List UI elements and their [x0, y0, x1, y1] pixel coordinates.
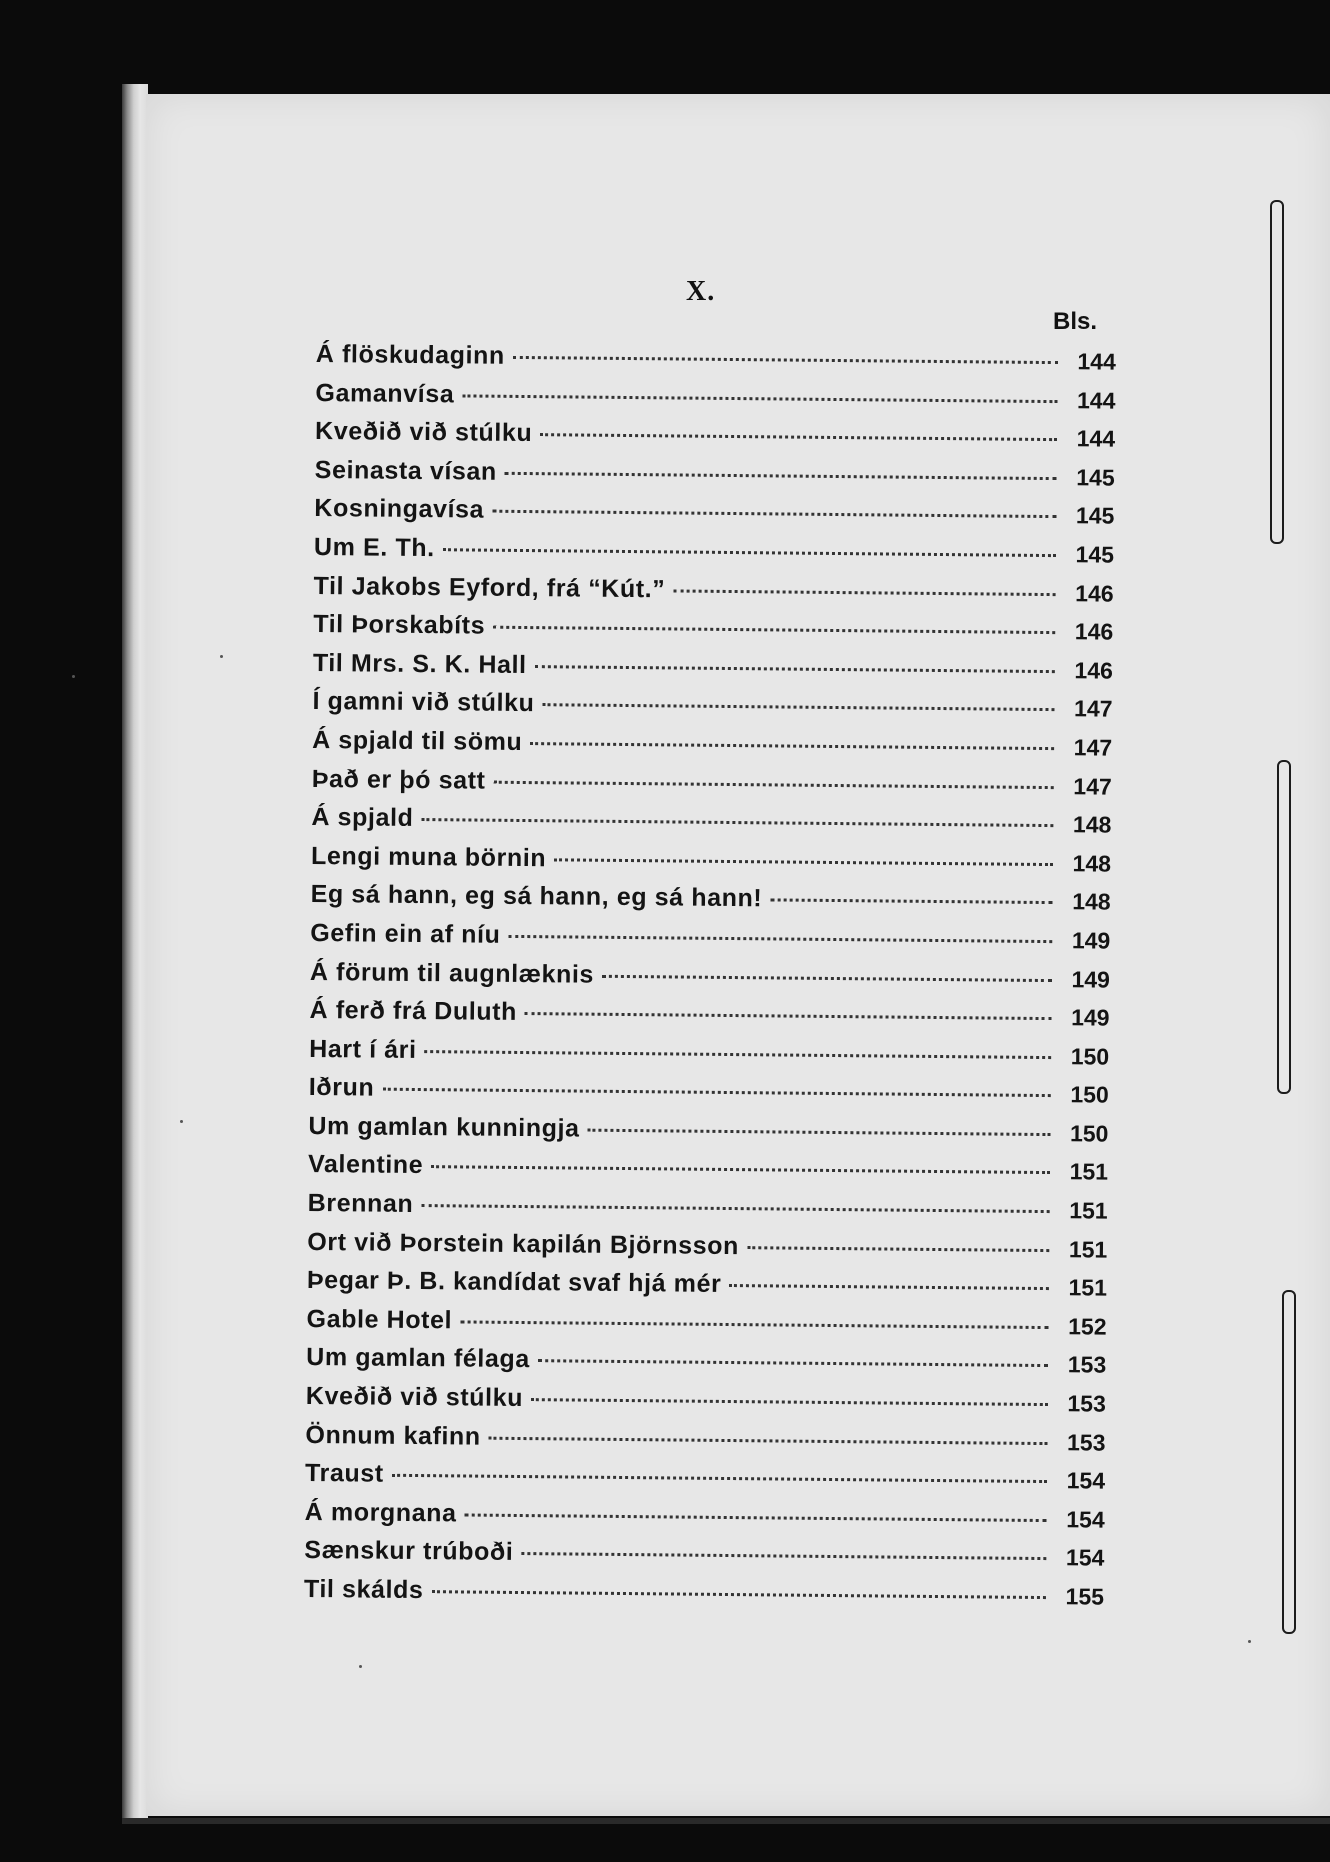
dot-leader: [431, 1590, 1046, 1599]
toc-entry-page-number: 144: [1076, 386, 1116, 414]
toc-entry-page-number: 150: [1070, 1042, 1110, 1070]
toc-entry-title: Til Þorskabíts: [313, 610, 486, 640]
toc-entry-title: Á ferð frá Duluth: [309, 996, 518, 1027]
dot-leader: [493, 626, 1055, 634]
toc-entry-page-number: 148: [1072, 888, 1111, 915]
page-column-header: Bls.: [1053, 308, 1098, 335]
book-spine-edge: [122, 84, 148, 1824]
dot-leader: [530, 742, 1054, 750]
toc-entry-title: Til skálds: [303, 1574, 424, 1605]
toc-entry-title: Gamanvísa: [315, 378, 455, 408]
dot-leader: [421, 818, 1053, 827]
toc-entry-title: Brennan: [307, 1189, 414, 1219]
toc-entry-page-number: 152: [1068, 1313, 1107, 1340]
toc-entry-title: Lengi muna börnin: [310, 841, 547, 872]
toc-entry-page-number: 145: [1075, 541, 1115, 568]
dot-leader: [535, 665, 1055, 673]
dot-leader: [382, 1088, 1050, 1097]
toc-entry-page-number: 148: [1072, 850, 1112, 877]
toc-entry-title: Hart í ári: [309, 1034, 417, 1064]
dot-leader: [431, 1166, 1050, 1175]
dot-leader: [489, 1436, 1048, 1444]
toc-entry-page-number: 150: [1070, 1081, 1109, 1108]
toc-entry-title: Gable Hotel: [306, 1304, 453, 1335]
toc-entry-page-number: 151: [1069, 1158, 1109, 1186]
dot-leader: [673, 589, 1055, 596]
dot-leader: [538, 1360, 1048, 1368]
toc-entry-page-number: 144: [1077, 348, 1116, 375]
toc-entry-page-number: 149: [1071, 927, 1111, 954]
toc-entry-page-number: 147: [1073, 734, 1113, 761]
toc-entry-page-number: 154: [1065, 1544, 1105, 1572]
toc-entry-title: Sænskur trúboði: [304, 1536, 514, 1567]
dot-leader: [443, 548, 1056, 557]
toc-entry-page-number: 146: [1074, 618, 1114, 645]
dot-leader: [770, 899, 1052, 905]
toc-entry-title: Kveðið við stúlku: [305, 1381, 524, 1413]
dot-leader: [521, 1552, 1046, 1560]
toc-entry-page-number: 149: [1071, 965, 1111, 993]
toc-entry-title: Það er þó satt: [311, 764, 486, 795]
toc-entry-page-number: 148: [1072, 811, 1112, 838]
page-bottom-edge: [122, 1818, 1330, 1824]
dot-leader: [421, 1204, 1049, 1213]
toc-entry-title: Þegar Þ. B. kandídat svaf hjá mér: [306, 1266, 722, 1299]
toc-entry-page-number: 151: [1069, 1197, 1108, 1224]
dot-leader: [747, 1246, 1049, 1252]
toc-entry-title: Í gamni við stúlku: [312, 687, 535, 718]
binding-mark: [1282, 1290, 1296, 1634]
dot-leader: [505, 472, 1057, 480]
dot-leader: [392, 1474, 1047, 1483]
toc-entry-page-number: 153: [1066, 1428, 1106, 1456]
toc-entry-page-number: 151: [1068, 1274, 1108, 1301]
toc-entry-title: Á spjald: [311, 803, 414, 833]
binding-mark: [1270, 200, 1284, 544]
dot-leader: [542, 704, 1054, 712]
toc-entry-page-number: 153: [1067, 1351, 1107, 1379]
toc-entry-title: Til Mrs. S. K. Hall: [312, 648, 527, 679]
toc-entry-title: Um E. Th.: [313, 532, 435, 563]
toc-entry-page-number: 146: [1075, 579, 1114, 607]
toc-entry-title: Traust: [304, 1459, 384, 1488]
toc-entry-page-number: 150: [1069, 1120, 1109, 1147]
toc-entry-title: Á spjald til sömu: [312, 725, 523, 756]
binding-mark: [1277, 760, 1291, 1094]
toc-entry-title: Til Jakobs Eyford, frá “Kút.”: [313, 571, 666, 603]
dot-leader: [531, 1398, 1048, 1406]
toc-entry-title: Á morgnana: [304, 1497, 457, 1528]
toc-entry-title: Gefin ein af níu: [310, 918, 501, 949]
dot-leader: [492, 510, 1056, 518]
dot-leader: [602, 974, 1052, 981]
toc-entry-page-number: 144: [1076, 425, 1116, 452]
dot-leader: [462, 394, 1057, 403]
toc-entry-title: Á förum til augnlæknis: [309, 957, 595, 989]
toc-entry-title: Um gamlan kunningja: [308, 1111, 580, 1143]
dot-leader: [588, 1129, 1051, 1136]
toc-entry-title: Um gamlan félaga: [306, 1343, 530, 1374]
toc-entry-page-number: 146: [1074, 657, 1113, 684]
toc-entry: [304, 1575, 1104, 1621]
toc-entry-page-number: 154: [1066, 1506, 1105, 1533]
toc-entry-page-number: 147: [1073, 772, 1112, 800]
toc-entry-page-number: 153: [1067, 1390, 1106, 1417]
toc-entry-title: Valentine: [307, 1150, 424, 1180]
toc-entry-page-number: 151: [1068, 1235, 1108, 1263]
toc-entry-page-number: 154: [1066, 1467, 1106, 1494]
toc-entry-title: Á flöskudaginn: [315, 340, 505, 370]
dot-leader: [508, 935, 1052, 943]
toc-entry-title: Ort við Þorstein kapilán Björnsson: [307, 1227, 740, 1260]
toc-entry-page-number: 145: [1075, 502, 1115, 530]
roman-page-number: X.: [686, 276, 716, 307]
toc-entry-page-number: 145: [1076, 464, 1115, 491]
toc-entry-title: Kosningavísa: [314, 494, 485, 524]
dot-leader: [525, 1012, 1052, 1020]
toc-entry-title: Iðrun: [308, 1073, 375, 1102]
dot-leader: [460, 1320, 1048, 1329]
dot-leader: [425, 1050, 1052, 1059]
toc-entry-title: Eg sá hann, eg sá hann, eg sá hann!: [310, 880, 763, 913]
toc-entry-title: Kveðið við stúlku: [314, 417, 533, 448]
toc-entry-page-number: 155: [1065, 1583, 1105, 1610]
dot-leader: [465, 1513, 1047, 1522]
dot-leader: [554, 858, 1053, 866]
toc-entry-title: Seinasta vísan: [314, 455, 497, 486]
dot-leader: [513, 356, 1058, 364]
dot-leader: [493, 780, 1053, 788]
toc-entry-title: Önnum kafinn: [305, 1420, 481, 1451]
toc-entry-page-number: 147: [1073, 695, 1113, 723]
table-of-contents: [304, 340, 1116, 1621]
dot-leader: [540, 433, 1057, 441]
toc-entry-page-number: 149: [1071, 1004, 1110, 1031]
dot-leader: [729, 1284, 1049, 1290]
